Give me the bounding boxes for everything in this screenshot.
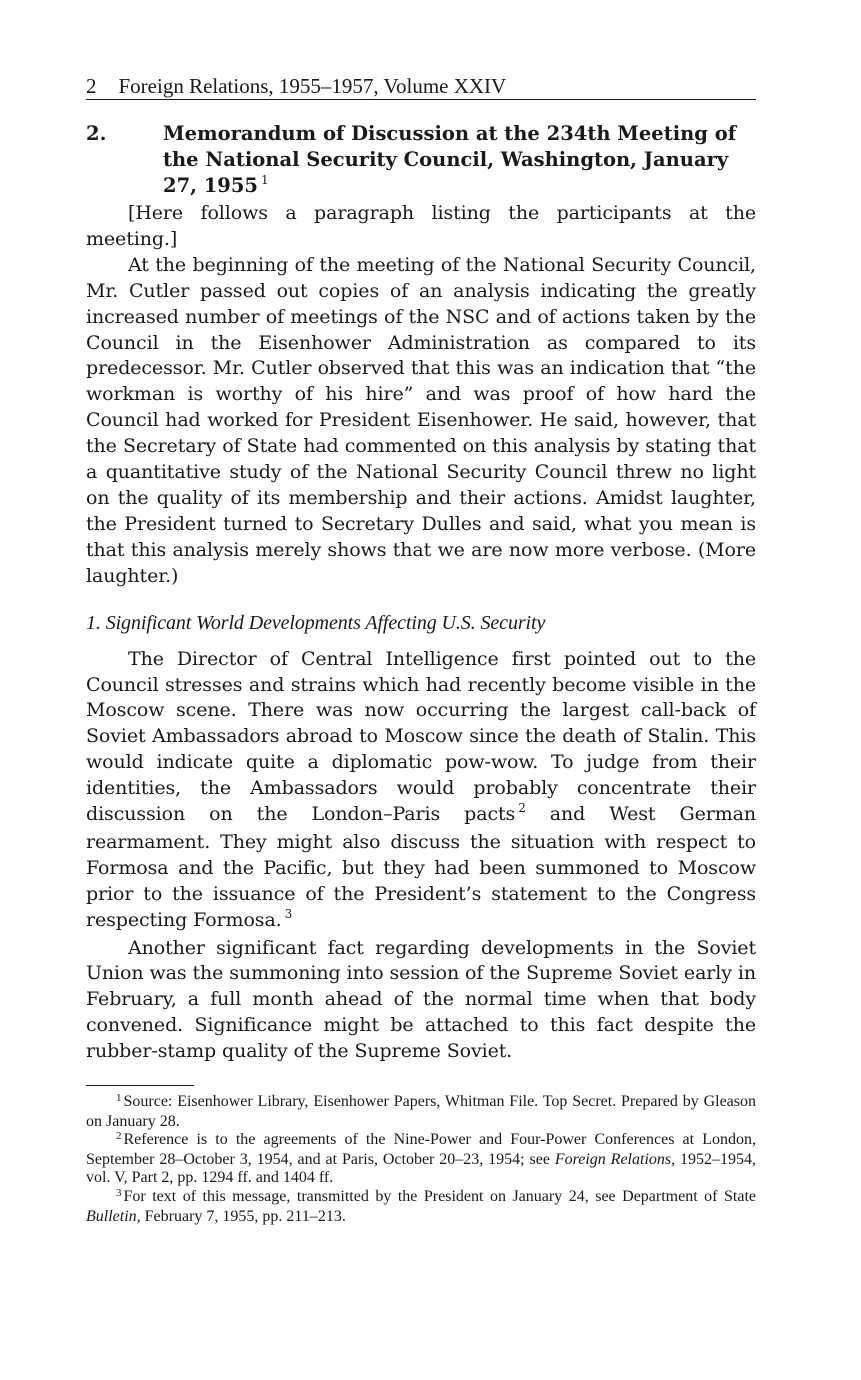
footnote-2-number: 2 <box>116 1130 122 1143</box>
footnote-3-italic: Bulletin, <box>86 1207 141 1225</box>
footnotes <box>86 1093 756 1226</box>
page-number: 2 <box>86 74 97 98</box>
footnote-3-text-a: For text of this message, transmitted by the President on January 24, see Department of State <box>123 1188 756 1206</box>
footnote-2-text-b: 1952–1954, vol. V, Part 2, pp. 1294 ff. and 1404 ff. <box>86 1150 757 1187</box>
footnote-3-text-b: February 7, 1955, pp. 211–213. <box>140 1207 346 1225</box>
running-head <box>86 74 756 100</box>
volume-title: Foreign Relations, 1955–1957, Volume XXIV <box>118 74 507 98</box>
footnote-3-number: 3 <box>116 1187 122 1200</box>
document-title: Memorandum of Discussion at the 234th Meeting of the National Security Council, Washington, January 27, 1955 <box>163 122 737 197</box>
footnote-2 <box>86 1131 756 1188</box>
body-text <box>86 201 756 1065</box>
section-heading: 1. Significant World Developments Affecting U.S. Security <box>86 611 546 634</box>
footnote-divider <box>86 1085 194 1086</box>
document-heading <box>86 121 756 201</box>
intro-note: [Here follows a paragraph listing the participants at the meeting.] <box>86 202 756 250</box>
paragraph-2-text-b: and West German rearmament. They might also discuss the situation with respect to Formosa and the Pacific, but they had been summoned to Moscow prior to the issuance of the President’s statement to the Congress respecting Formosa. <box>86 803 756 931</box>
footnote-1 <box>86 1093 756 1131</box>
footnote-ref-1[interactable]: 1 <box>261 173 269 187</box>
paragraph-1: At the beginning of the meeting of the National Security Council, Mr. Cutler passed out copies of an analysis indicating the greatly increased number of meetings of the NSC and of actions taken by the Council in the Eisenhower Administration as compared to its predecessor. Mr. Cutler observed that this was an indication that “the workman is worthy of his hire” and was proof of how hard the Council had worked for President Eisenhower. He said, however, that the Secretary of State had commented on this analysis by stating that a quantitative study of the National Security Council threw no light on the quality of its membership and their actions. Amidst laughter, the President turned to Secretary Dulles and said, what you mean is that this analysis merely shows that we are now more verbose. (More laughter.) <box>86 253 756 587</box>
footnote-2-text-a: Reference is to the agreements of the Nine-Power and Four-Power Conferences at London, September 28–October 3, 1954, and at Paris, October 20–23, 1954; see <box>86 1131 756 1168</box>
footnote-ref-2[interactable]: 2 <box>518 801 526 816</box>
paragraph-2-text-a: The Director of Central Intelligence first pointed out to the Council stresses and strains which had recently become visible in the Moscow scene. There was now occurring the largest call-back of Soviet Ambassadors abroad to Moscow since the death of Stalin. This would indicate quite a diplomatic pow-wow. To judge from their identities, the Ambassadors would probably concentrate their discussion on the London–Paris pacts <box>86 647 756 826</box>
document-number: 2. <box>86 122 107 145</box>
paragraph-2 <box>86 647 756 936</box>
paragraph-3: Another significant fact regarding developments in the Soviet Union was the summoning into session of the Supreme Soviet early in February, a full month ahead of the normal time when that body convened. Significance might be attached to this fact despite the rubber-stamp quality of the Supreme Soviet. <box>86 936 756 1063</box>
footnote-1-text: Source: Eisenhower Library, Eisenhower Papers, Whitman File. Top Secret. Prepared by Gleason on January 28. <box>86 1093 756 1130</box>
footnote-1-number: 1 <box>116 1092 122 1105</box>
footnote-2-italic: Foreign Relations, <box>554 1150 676 1168</box>
document-page <box>86 74 756 1226</box>
footnote-ref-3[interactable]: 3 <box>284 906 293 921</box>
footnote-3 <box>86 1188 756 1226</box>
document-title-block <box>163 121 756 201</box>
